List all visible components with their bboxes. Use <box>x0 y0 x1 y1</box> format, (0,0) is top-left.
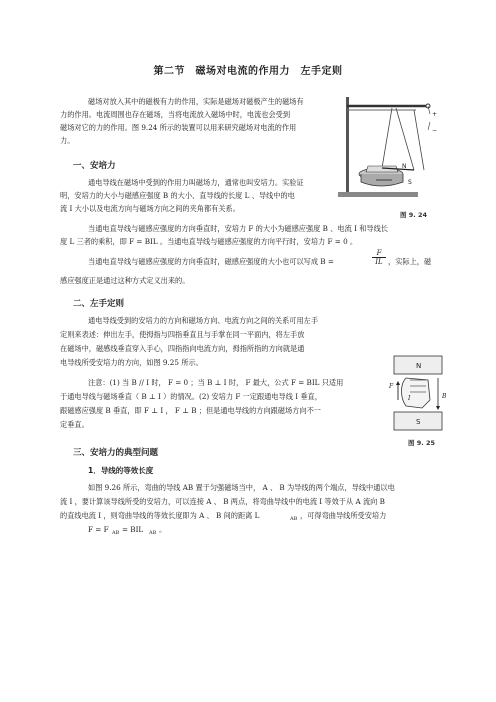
sec2-line-8: 定垂直。 <box>60 420 89 429</box>
sec2-line-5: 注意：(1) 当 B // I 时， F = 0 ；当 B ⊥ I 时， F 最大，公式 F = BIL 只适用 <box>88 378 344 387</box>
sec1-line-3: 流 I 大小以及电流方向与磁场方向之间的夹角都有关系。 <box>60 204 240 213</box>
sec1-line-2: 明，安培力的大小与磁感应强度 B 的大小、直导线的长度 L 、导线中的电 <box>60 191 295 200</box>
figure-9-24-caption: 图 9. 24 <box>400 211 428 219</box>
sec2-line-7: 跟磁感应强度 B 垂直，即 F ⊥ I ， F ⊥ B ；但是通电导线的方向跟磁场方向不一 <box>60 406 321 415</box>
section-2-heading: 二、左手定则 <box>73 299 125 309</box>
formula-denominator: IL <box>372 257 386 266</box>
sec1-line-5: 度 L 三者的乘积，即 F = BIL 。当通电直导线与磁感应强度的方向平行时，安培力 F = 0 。 <box>60 237 358 246</box>
sec1-line-4: 当通电直导线与磁感应强度的方向垂直时，安培力 F 的大小为磁感应强度 B 、电流 I 和导线长 <box>88 224 388 233</box>
stand-pole <box>346 97 349 194</box>
stand-base <box>338 192 418 197</box>
sec2-line-6: 于通电导线与磁场垂直（ B ⊥ I ）的情况。(2) 安培力 F 一定跟通电导线 I 垂直， <box>60 392 322 401</box>
formula-fraction <box>372 249 386 266</box>
intro-line-4: 力。 <box>60 136 75 145</box>
sec2-line-1: 通电导线受到的安培力的方向和磁场方向、电流方向之间的关系可用左手 <box>88 316 319 325</box>
fig25-n-label: N <box>416 362 422 370</box>
figure-9-25-caption: 图 9. 25 <box>408 439 436 447</box>
page-title: 第二节 磁场对电流的作用力 左手定则 <box>153 66 343 77</box>
sec1-line-6: 当通电直导线与磁感应强度的方向垂直时，磁感应强度的大小也可以写成 B = <box>88 257 334 266</box>
sec3-line-2: 流 I ，要计算该导线所受的安培力，可以连接 A 、 B 两点，将弯曲导线中的电流 I 等效于从 A 流向 B <box>60 497 385 506</box>
fig25-b-label: B <box>442 393 447 400</box>
fig24-plus-label: + <box>432 111 438 118</box>
sec2-line-2: 定则来表述：伸出左手，使拇指与四指垂直且与手掌在同一平面内，将左手放 <box>60 330 305 339</box>
fig24-n-label: N <box>402 163 407 170</box>
sec1-line-7: 感应强度正是通过这种方式定义出来的。 <box>60 276 190 285</box>
fig25-f-label: F <box>389 383 394 390</box>
intro-line-3: 磁场对它的力的作用。图 9.24 所示的装置可以用来研究磁场对电流的作用 <box>60 123 297 132</box>
fig25-s-label: S <box>416 418 421 426</box>
sub-ab-2: AB <box>112 530 120 536</box>
figure-9-24 <box>336 92 440 204</box>
sec3-line-3b: ，可得弯曲导线所受安培力 <box>300 511 387 520</box>
figure-9-25 <box>386 354 452 432</box>
section-3-heading: 三、安培力的典型问题 <box>73 448 159 458</box>
subsection-1-heading: 1．导线的等效长度 <box>88 466 154 475</box>
sub-ab-3: AB <box>149 530 157 536</box>
fig24-minus-label: − <box>432 127 438 134</box>
formula-numerator: F <box>376 249 382 257</box>
sec3-line-4b: = BIL <box>122 525 144 534</box>
sec2-line-3: 在磁场中，磁感线垂直穿入手心，四指指向电流方向，拇指所指的方向就是通 <box>60 344 305 353</box>
intro-line-2: 力的作用。电流周围也存在磁场，当将电流放入磁场中时，电流也会受到 <box>60 110 291 119</box>
section-1-heading: 一、安培力 <box>73 161 116 171</box>
sec1-line-6b: ，实际上，磁 <box>388 257 432 266</box>
sec1-line-1: 通电导线在磁场中受到的作用力叫磁场力，通常也叫安培力。实验证 <box>88 178 304 187</box>
fig24-s-label: S <box>408 179 412 186</box>
sub-ab-1: AB <box>290 516 298 522</box>
sec3-line-3a: 的直线电流 I ，则弯曲导线的等效长度即为 A 、 B 间的距离 L <box>60 511 260 520</box>
sec3-line-4c: 。 <box>159 525 167 534</box>
sec3-line-4a: F = F <box>88 525 109 534</box>
intro-line-1: 磁场对放入其中的磁极有力的作用，实际是磁场对磁极产生的磁场有 <box>88 97 304 106</box>
sec2-line-4: 电导线所受安培力的方向，如图 9.25 所示。 <box>60 358 203 367</box>
sec3-line-1: 如图 9.26 所示，弯曲的导线 AB 置于匀强磁场当中， A 、 B 为导线的两个端点，导线中通以电 <box>88 483 395 492</box>
fig25-i-label: I <box>408 395 411 402</box>
left-hand <box>402 378 431 408</box>
